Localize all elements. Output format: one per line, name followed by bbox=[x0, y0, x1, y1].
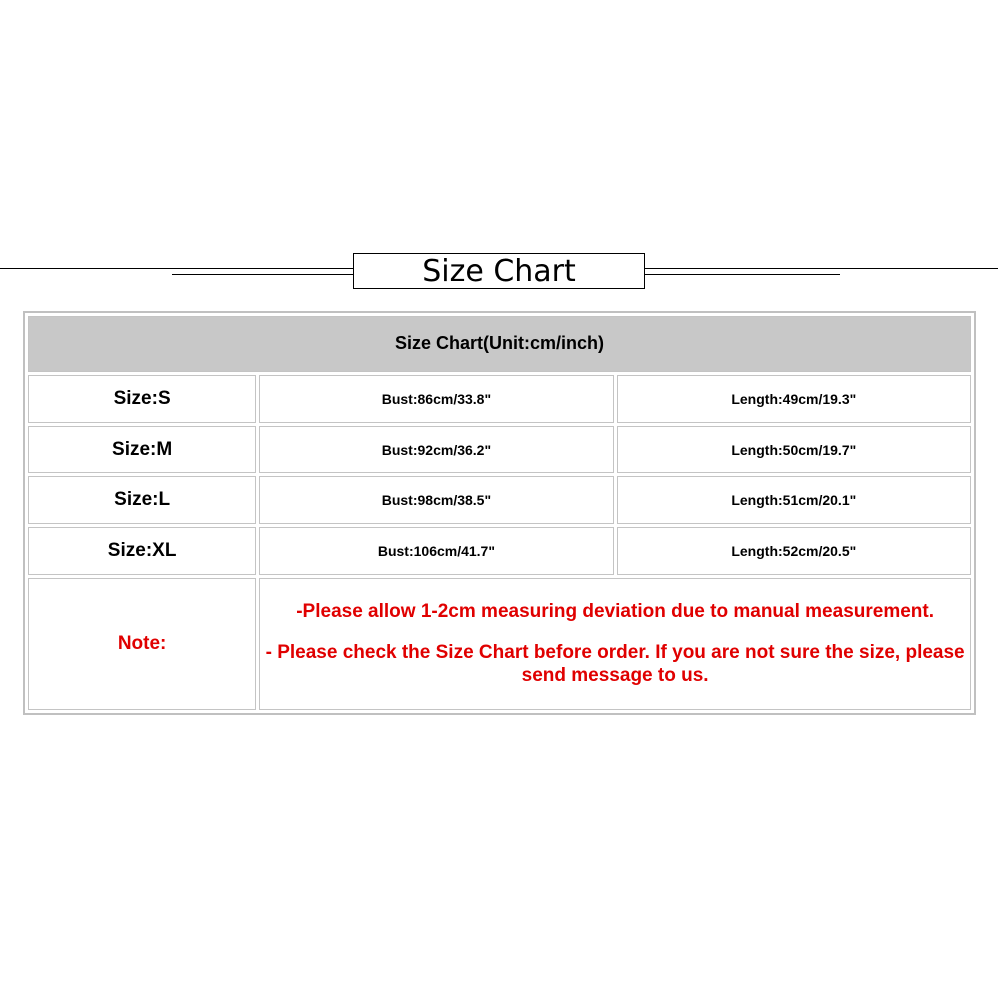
bust-value: Bust:106cm/41.7" bbox=[259, 527, 613, 575]
table-row bbox=[28, 426, 971, 474]
length-value: Length:49cm/19.3" bbox=[617, 375, 971, 423]
note-text bbox=[259, 578, 971, 710]
note-row bbox=[28, 578, 971, 710]
bust-value: Bust:86cm/33.8" bbox=[259, 375, 613, 423]
size-label: Size:L bbox=[28, 476, 256, 524]
note-label: Note: bbox=[28, 578, 256, 710]
table-row bbox=[28, 527, 971, 575]
size-label: Size:XL bbox=[28, 527, 256, 575]
table-header: Size Chart(Unit:cm/inch) bbox=[28, 316, 971, 372]
table-row bbox=[28, 375, 971, 423]
bust-value: Bust:98cm/38.5" bbox=[259, 476, 613, 524]
page-title bbox=[353, 253, 645, 289]
size-label: Size:S bbox=[28, 375, 256, 423]
length-value: Length:51cm/20.1" bbox=[617, 476, 971, 524]
note-line: -Please allow 1-2cm measuring deviation due to manual measurement. bbox=[296, 601, 934, 623]
length-value: Length:52cm/20.5" bbox=[617, 527, 971, 575]
note-line: - Please check the Size Chart before order. If you are not sure the size, please send message to us. bbox=[265, 642, 965, 687]
length-value: Length:50cm/19.7" bbox=[617, 426, 971, 474]
page-title-text: Size Chart bbox=[422, 253, 576, 289]
size-chart-table bbox=[23, 311, 976, 715]
table-row bbox=[28, 476, 971, 524]
bust-value: Bust:92cm/36.2" bbox=[259, 426, 613, 474]
size-label: Size:M bbox=[28, 426, 256, 474]
